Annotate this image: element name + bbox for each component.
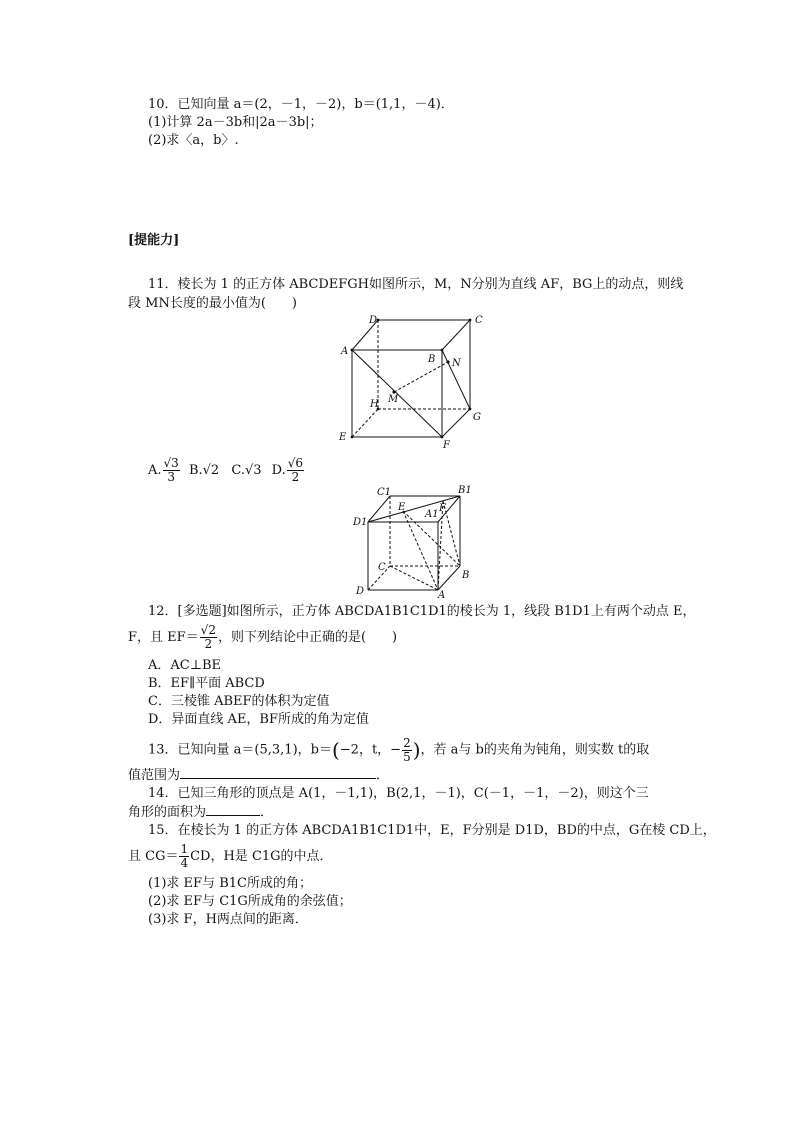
q11-label-c: C [475,315,483,326]
q10-stem: 10．已知向量 a＝(2，－1，－2)，b＝(1,1，－4)． [148,97,454,112]
q11-label-e: E [339,432,347,443]
q11-option-a[interactable]: A. $\frac{√3}{3}$ [148,456,179,484]
q12-label-c: C [378,562,386,573]
q11-line2: 段 MN长度的最小值为( ) [128,296,297,311]
q12-label-d: D [356,586,365,597]
q12-label-b1: B1 [458,485,472,496]
q12-label-a1: A1 [425,509,439,520]
q12-label-d1: D1 [353,517,368,528]
q12-label-c1: C1 [377,487,392,498]
q10-part2: (2)求〈a，b〉. [148,133,239,148]
q11-label-n: N [452,358,461,369]
q15-part1: (1)求 EF与 B1C所成的角； [148,876,312,891]
q15-line2: 且 CG＝ $\frac{1}{4}$ CD，H是 C1G的中点． [128,842,333,870]
q14-answer-blank[interactable] [206,803,260,816]
q11-line1: 11．棱长为 1 的正方体 ABCDEFGH如图所示，M，N分别为直线 AF，BG上的动点，则线 [148,277,684,292]
q11-label-g: G [473,412,481,423]
q12-label-f: F [439,503,446,514]
q12-option-d[interactable]: D．异面直线 AE，BF所成的角为定值 [148,712,370,727]
q15-part3: (3)求 F，H两点间的距离． [148,912,308,927]
q10-part1: (1)计算 2a－3b和|2a－3b|； [148,115,323,130]
q13-line1: 13．已知向量 a＝(5,3,1)，b＝(−2，t，− $\frac{2}{5}$ )，若 a与 b的夹角为钝角，则实数 t的取 [148,735,650,764]
q15-line1: 15．在棱长为 1 的正方体 ABCDA1B1C1D1中，E，F分别是 D1D，BD的中点，G在棱 CD上， [148,823,716,838]
q14-line2: 角形的面积为 ． [128,805,274,820]
q13-line2: 值范围为 ． [128,768,390,783]
q12-option-b[interactable]: B．EF∥平面 ABCD [148,676,265,691]
q15-part2: (2)求 EF与 C1G所成角的余弦值； [148,894,352,909]
q11-option-c[interactable]: C.√3 [231,463,262,478]
q11-label-d: D [369,315,378,326]
q12-line2: F，且 EF＝ $\frac{√2}{2}$ ，则下列结论中正确的是( ) [128,623,398,651]
q12-line1: 12．[多选题]如图所示，正方体 ABCDA1B1C1D1的棱长为 1，线段 B1D1上有两个动点 E， [148,604,696,619]
q13-answer-blank[interactable] [180,766,376,779]
q11-option-d[interactable]: D. $\frac{√6}{2}$ [271,456,304,484]
q11-label-a: A [341,346,349,357]
q11-label-b: B [428,354,436,365]
q12-option-a[interactable]: A．AC⊥BE [148,658,221,673]
q12-label-a: A [438,590,446,599]
q11-label-m: M [388,394,399,405]
q12-option-c[interactable]: C．三棱锥 ABEF的体积为定值 [148,694,330,709]
q11-cube-figure [330,312,490,452]
q11-options [148,456,305,486]
q11-label-h: H [370,399,379,410]
q11-option-b[interactable]: B.√2 [188,463,220,478]
section-heading: [提能力] [128,233,180,248]
q12-label-e: E [398,502,406,513]
q11-label-f: F [443,440,450,451]
q14-line1: 14．已知三角形的顶点是 A(1，－1,1)，B(2,1，－1)，C(－1，－1，－2)，则这个三 [148,786,649,801]
q12-cube-figure [348,484,478,599]
q12-label-b: B [462,570,470,581]
